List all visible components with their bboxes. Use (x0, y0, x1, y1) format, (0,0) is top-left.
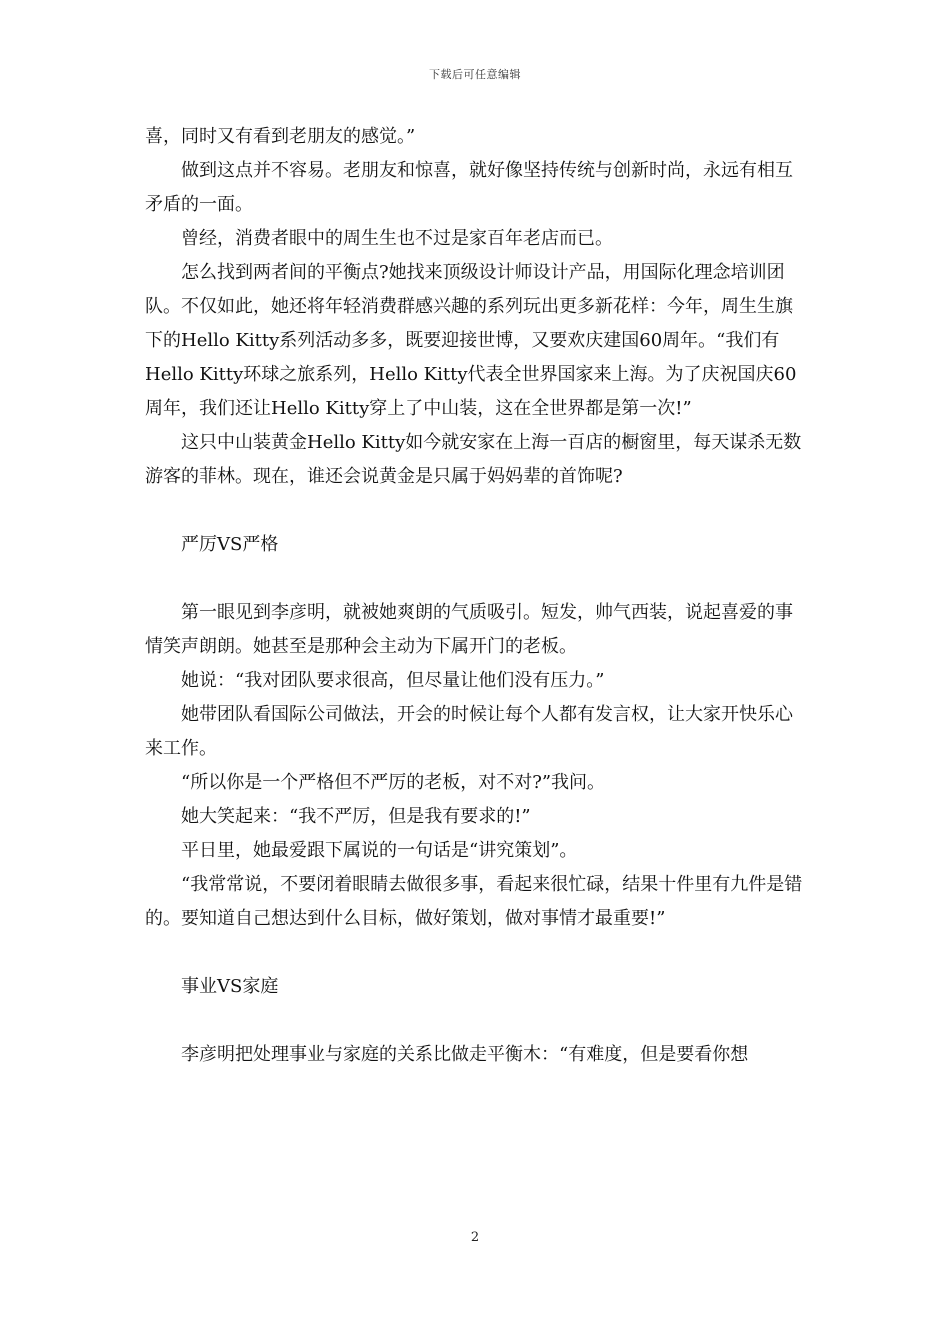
paragraph: 她带团队看国际公司做法，开会的时候让每个人都有发言权，让大家开快乐心来工作。 (145, 704, 793, 759)
spacer (145, 1004, 810, 1038)
paragraph: 曾经，消费者眼中的周生生也不过是家百年老店而已。 (181, 228, 613, 249)
page-number: 2 (470, 1230, 480, 1245)
spacer (145, 936, 810, 970)
paragraph: “我常常说，不要闭着眼睛去做很多事，看起来很忙碌，结果十件里有九件是错的。要知道自己想达到什么目标，做好策划，做对事情才最重要!” (145, 874, 803, 929)
paragraph: 怎么找到两者间的平衡点?她找来顶级设计师设计产品，用国际化理念培训团队。不仅如此，她还将年轻消费群感兴趣的系列玩出更多新花样：今年，周生生旗下的Hello Kitty系列活动多多，既要迎接世博，又要欢庆建国60周年。“我们有Hello Kitty环球之旅系列，Hello Kitty代表全世界国家来上海。为了庆祝国庆60周年，我们还让Hello Kitty穿上了中山装，这在全世界都是第一次!” (145, 262, 797, 419)
section-heading: 严厉VS严格 (181, 534, 279, 555)
paragraph: 平日里，她最爱跟下属说的一句话是“讲究策划”。 (181, 840, 578, 861)
spacer (145, 494, 810, 528)
paragraph: 第一眼见到李彦明，就被她爽朗的气质吸引。短发，帅气西装，说起喜爱的事情笑声朗朗。她甚至是那种会主动为下属开门的老板。 (145, 602, 793, 657)
paragraph: 做到这点并不容易。老朋友和惊喜，就好像坚持传统与创新时尚，永远有相互矛盾的一面。 (145, 160, 793, 215)
paragraph: “所以你是一个严格但不严厉的老板，对不对?”我问。 (181, 772, 606, 793)
paragraph: 这只中山装黄金Hello Kitty如今就安家在上海一百店的橱窗里，每天谋杀无数游客的菲林。现在，谁还会说黄金是只属于妈妈辈的首饰呢? (145, 432, 802, 487)
spacer (145, 562, 810, 596)
section-heading: 事业VS家庭 (181, 976, 279, 997)
page-header: 下载后可任意编辑 (429, 68, 521, 81)
paragraph: 李彦明把处理事业与家庭的关系比做走平衡木：“有难度，但是要看你想 (181, 1044, 749, 1065)
document-body (145, 120, 810, 1072)
paragraph: 她说：“我对团队要求很高，但尽量让他们没有压力。” (181, 670, 605, 691)
paragraph: 她大笑起来：“我不严厉，但是我有要求的!” (181, 806, 531, 827)
paragraph-continued: 喜，同时又有看到老朋友的感觉。” (145, 126, 416, 147)
